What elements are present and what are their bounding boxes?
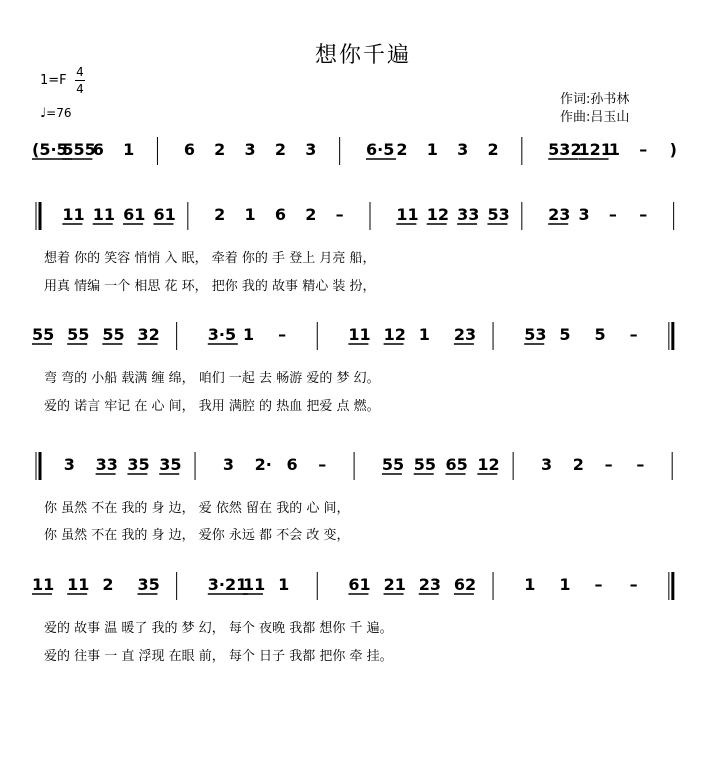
note-token: 61 — [123, 205, 146, 224]
lyric-line: 爱的 诺言 牢记 在 心 间， 我用 满腔 的 热血 把爱 点 燃。 — [44, 399, 380, 414]
note-token: 61 — [153, 205, 176, 224]
note-token: 2 — [214, 205, 226, 224]
note-token: 2 — [396, 140, 408, 159]
note-token: 53 — [487, 205, 510, 224]
note-token: 55 — [381, 455, 405, 474]
note-token: 11 — [32, 575, 55, 594]
note-token: 3 — [540, 455, 553, 474]
note-token: – — [278, 325, 287, 344]
note-token: – — [594, 575, 603, 594]
note-token: 35 — [127, 455, 150, 474]
lyric-line: 你 虽然 不在 我的 身 边， 爱你 永远 都 不会 改 变， — [44, 528, 350, 543]
note-token: 65 — [445, 455, 468, 474]
note-token: 3 — [457, 140, 469, 159]
note-token: 3·5 — [207, 325, 237, 344]
note-token: – — [639, 140, 648, 159]
note-token: 3 — [244, 140, 256, 159]
note-token: 33 — [457, 205, 480, 224]
lyric-line: 你 虽然 不在 我的 身 边， 爱 依然 留在 我的 心 间， — [44, 501, 350, 516]
note-token: 12 — [383, 325, 406, 344]
note-token: 35 — [137, 575, 160, 594]
note-token: (5·5 — [32, 140, 68, 159]
note-token: 2· — [254, 455, 272, 474]
note-token: 555 — [62, 140, 96, 159]
note-token: 5 — [559, 325, 571, 344]
note-token: 55 — [32, 325, 55, 344]
tempo-value: =76 — [46, 106, 72, 120]
note-token: 11 — [67, 575, 90, 594]
note-token: 12 — [477, 455, 500, 474]
lyric-line: 爱的 故事 温 暖了 我的 梦 幻， 每个 夜晚 我都 想你 千 遍。 — [44, 621, 393, 636]
note-token: – — [629, 575, 638, 594]
note-token: 2 — [572, 455, 584, 474]
note-token: – — [335, 205, 344, 224]
note-token: 3·21 — [207, 575, 248, 594]
note-token: 35 — [159, 455, 182, 474]
note-token: 11 — [348, 325, 371, 344]
note-token: 3 — [578, 205, 590, 224]
note-token: 3 — [222, 455, 234, 474]
lyric-line: 弯 弯的 小船 载满 缠 绵， 咱们 一起 去 畅游 爱的 梦 幻。 — [44, 371, 380, 386]
note-token: – — [318, 455, 327, 474]
lyric-line: 用真 情编 一个 相思 花 环， 把你 我的 故事 精心 装 扮， — [44, 279, 376, 294]
note-token: 1 — [559, 575, 571, 594]
note-token: 23 — [548, 205, 571, 224]
note-token: 6 — [274, 205, 287, 224]
time-top: 4 — [76, 65, 84, 79]
note-token: 32 — [137, 325, 160, 344]
lyric-line: 爱的 往事 一 直 浮现 在眼 前， 每个 日子 我都 把你 牵 挂。 — [44, 649, 393, 664]
lyric-line: 想着 你的 笑容 悄悄 入 眠， 牵着 你的 手 登上 月亮 船， — [44, 251, 376, 266]
quarter-note-icon: ♩ — [40, 106, 47, 121]
note-token: 11 — [62, 205, 85, 224]
note-token: ) — [669, 140, 677, 159]
note-token: 2 — [214, 140, 226, 159]
note-token: 1 — [244, 205, 256, 224]
note-token: – — [608, 205, 617, 224]
note-token: 1 — [426, 140, 438, 159]
note-token: 33 — [95, 455, 118, 474]
note-token: 2 — [487, 140, 499, 159]
key-signature: 1=F — [40, 73, 67, 88]
note-token: 11 — [242, 575, 266, 594]
note-token: 6 — [92, 140, 104, 159]
time-bottom: 4 — [76, 82, 84, 96]
composer-credit: 作曲:吕玉山 — [560, 110, 630, 125]
note-token: 21 — [383, 575, 406, 594]
note-token: 11 — [92, 205, 115, 224]
note-token: 1 — [278, 575, 290, 594]
note-token: 121 — [578, 140, 612, 159]
note-token: 53 — [524, 325, 547, 344]
note-token: 532 — [548, 140, 582, 159]
note-token: 6 — [286, 455, 298, 474]
note-token: 2 — [274, 140, 287, 159]
note-token: 5 — [594, 325, 606, 344]
note-token: 62 — [453, 575, 477, 594]
note-token: 2 — [102, 575, 114, 594]
note-token: 1 — [123, 140, 135, 159]
note-token: 1 — [524, 575, 536, 594]
note-token: 12 — [426, 205, 449, 224]
note-token: – — [636, 455, 645, 474]
song-title: 想你千遍 — [314, 43, 411, 68]
note-token: 55 — [67, 325, 90, 344]
note-token: 61 — [348, 575, 371, 594]
note-token: – — [639, 205, 648, 224]
note-token: 6 — [183, 140, 195, 159]
note-token: 23 — [453, 325, 477, 344]
note-token: 23 — [418, 575, 442, 594]
note-token: 2 — [305, 205, 317, 224]
note-token: 1 — [242, 325, 255, 344]
note-token: 55 — [413, 455, 436, 474]
note-token: – — [604, 455, 613, 474]
note-token: 3 — [305, 140, 317, 159]
note-token: 1 — [418, 325, 430, 344]
note-token: 11 — [396, 205, 419, 224]
lyricist-credit: 作词:孙书林 — [560, 92, 630, 107]
note-token: – — [629, 325, 638, 344]
note-token: 1 — [608, 140, 621, 159]
note-token: 6·5 — [366, 140, 395, 159]
note-token: 3 — [63, 455, 75, 474]
note-token: 55 — [102, 325, 125, 344]
